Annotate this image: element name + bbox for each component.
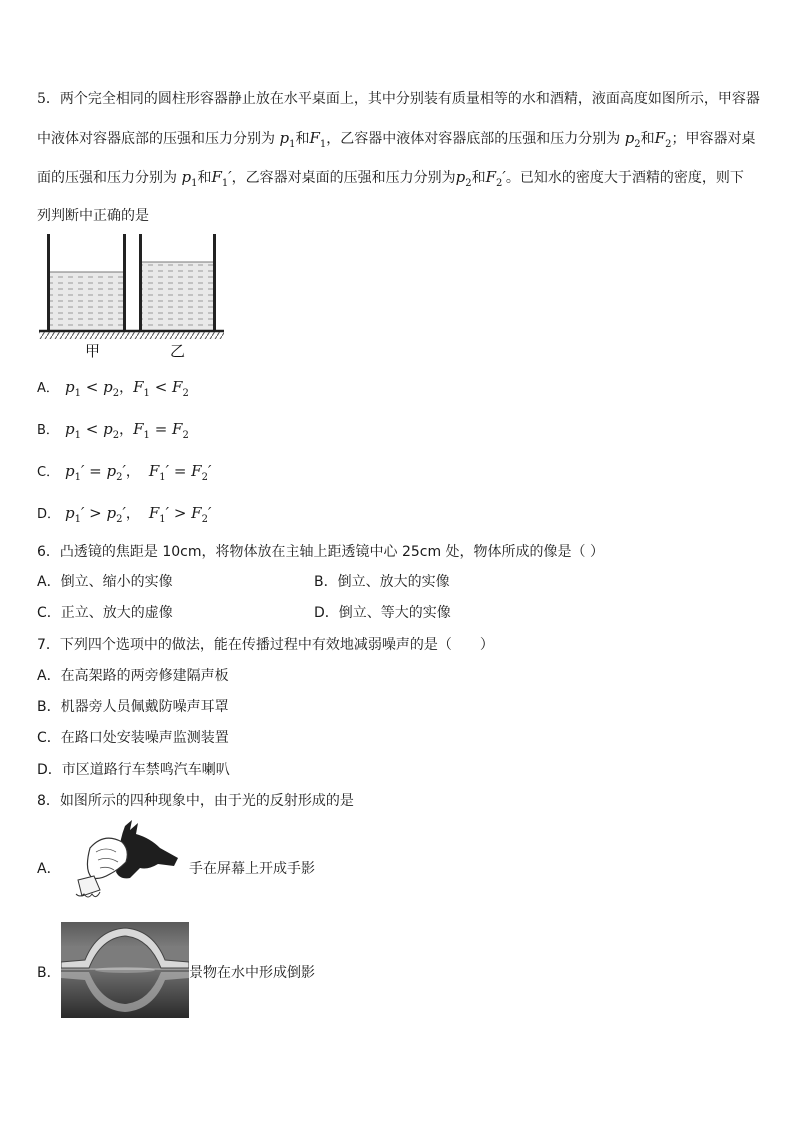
q7-option-d[interactable]: D．市区道路行车禁鸣汽车喇叭 xyxy=(37,762,230,778)
q5-option-a[interactable]: A． $p_1 < p_2$，$F_1 < F_2$ xyxy=(37,378,189,399)
q6-option-a[interactable]: A．倒立、缩小的实像 xyxy=(37,574,173,590)
math-F1-prime: $F_1'$ xyxy=(211,168,232,189)
q7-option-c[interactable]: C．在路口处安装噪声监测装置 xyxy=(37,730,229,746)
q8-option-b-label[interactable]: B． xyxy=(37,965,61,981)
q5-text: 列判断中正确的是 xyxy=(37,208,149,224)
q5-text: 和 xyxy=(295,131,310,147)
q6-stem: 6．凸透镜的焦距是 10cm，将物体放在主轴上距透镜中心 25cm 处，物体所成的像是（ ） xyxy=(37,544,605,560)
option-label: C． xyxy=(37,465,60,480)
q5-line-3 xyxy=(37,158,759,197)
math-F1: $F_1$ xyxy=(309,129,327,150)
q5-line-4 xyxy=(37,197,759,236)
math-F2: $F_2$ xyxy=(654,129,672,150)
option-label: D． xyxy=(37,507,61,522)
q8-option-b-text: 景物在水中形成倒影 xyxy=(189,965,315,981)
option-label: B． xyxy=(37,423,59,438)
q8-option-a-text: 手在屏幕上开成手影 xyxy=(189,861,315,877)
q5-line-1 xyxy=(37,80,759,119)
q5-text: 面的压强和压力分别为 xyxy=(37,170,177,186)
q5-text: 和 xyxy=(640,131,655,147)
q5-option-c[interactable]: C． $p_1' = p_2'$， $F_1' = F_2'$ xyxy=(37,462,212,483)
q6-option-d[interactable]: D．倒立、等大的实像 xyxy=(314,605,451,621)
q7-stem: 7．下列四个选项中的做法，能在传播过程中有效地减弱噪声的是（ ） xyxy=(37,637,494,653)
q5-option-b[interactable]: B． $p_1 < p_2$，$F_1 = F_2$ xyxy=(37,420,189,441)
q5-text: 中液体对容器底部的压强和压力分别为 xyxy=(37,131,275,147)
q8-stem: 8．如图所示的四种现象中，由于光的反射形成的是 xyxy=(37,793,354,809)
q7-option-a[interactable]: A．在高架路的两旁修建隔声板 xyxy=(37,668,229,684)
q6-option-b[interactable]: B．倒立、放大的实像 xyxy=(314,574,450,590)
question-5 xyxy=(37,80,759,236)
container-right-wall xyxy=(139,234,142,331)
hand-shadow-image xyxy=(70,818,182,906)
math-p2: $p_2$ xyxy=(624,129,641,150)
q7-option-b[interactable]: B．机器旁人员佩戴防噪声耳罩 xyxy=(37,699,229,715)
q5-text: ；甲容器对桌 xyxy=(671,131,756,147)
q8-option-a-label[interactable]: A． xyxy=(37,861,61,877)
containers-diagram xyxy=(37,232,227,362)
label-yi: 乙 xyxy=(170,342,186,360)
math-F2-prime: $F_2'$ xyxy=(485,168,506,189)
math-p1: $p_1$ xyxy=(279,129,296,150)
math-p1-prime: $p_1$ xyxy=(181,168,198,189)
math-p2-prime: $p_2$ xyxy=(455,168,472,189)
q6-option-c[interactable]: C．正立、放大的虚像 xyxy=(37,605,173,621)
q5-option-d[interactable]: D． $p_1' > p_2'$， $F_1' > F_2'$ xyxy=(37,504,212,525)
q5-text: ，乙容器对桌面的压强和压力分别为 xyxy=(231,170,456,186)
bridge-reflection-image xyxy=(61,922,189,1018)
q5-line-2 xyxy=(37,119,759,158)
q5-text: 5．两个完全相同的圆柱形容器静止放在水平桌面上，其中分别装有质量相等的水和酒精，液面高度如图所示，甲容器 xyxy=(37,91,760,107)
label-jia: 甲 xyxy=(85,342,101,360)
q5-text: 和 xyxy=(471,170,486,186)
q5-text: 。已知水的密度大于酒精的密度，则下 xyxy=(505,170,744,186)
q5-text: 和 xyxy=(197,170,212,186)
option-label: A． xyxy=(37,381,59,396)
container-left-wall xyxy=(47,234,50,331)
q5-text: ，乙容器中液体对容器底部的压强和压力分别为 xyxy=(326,131,621,147)
